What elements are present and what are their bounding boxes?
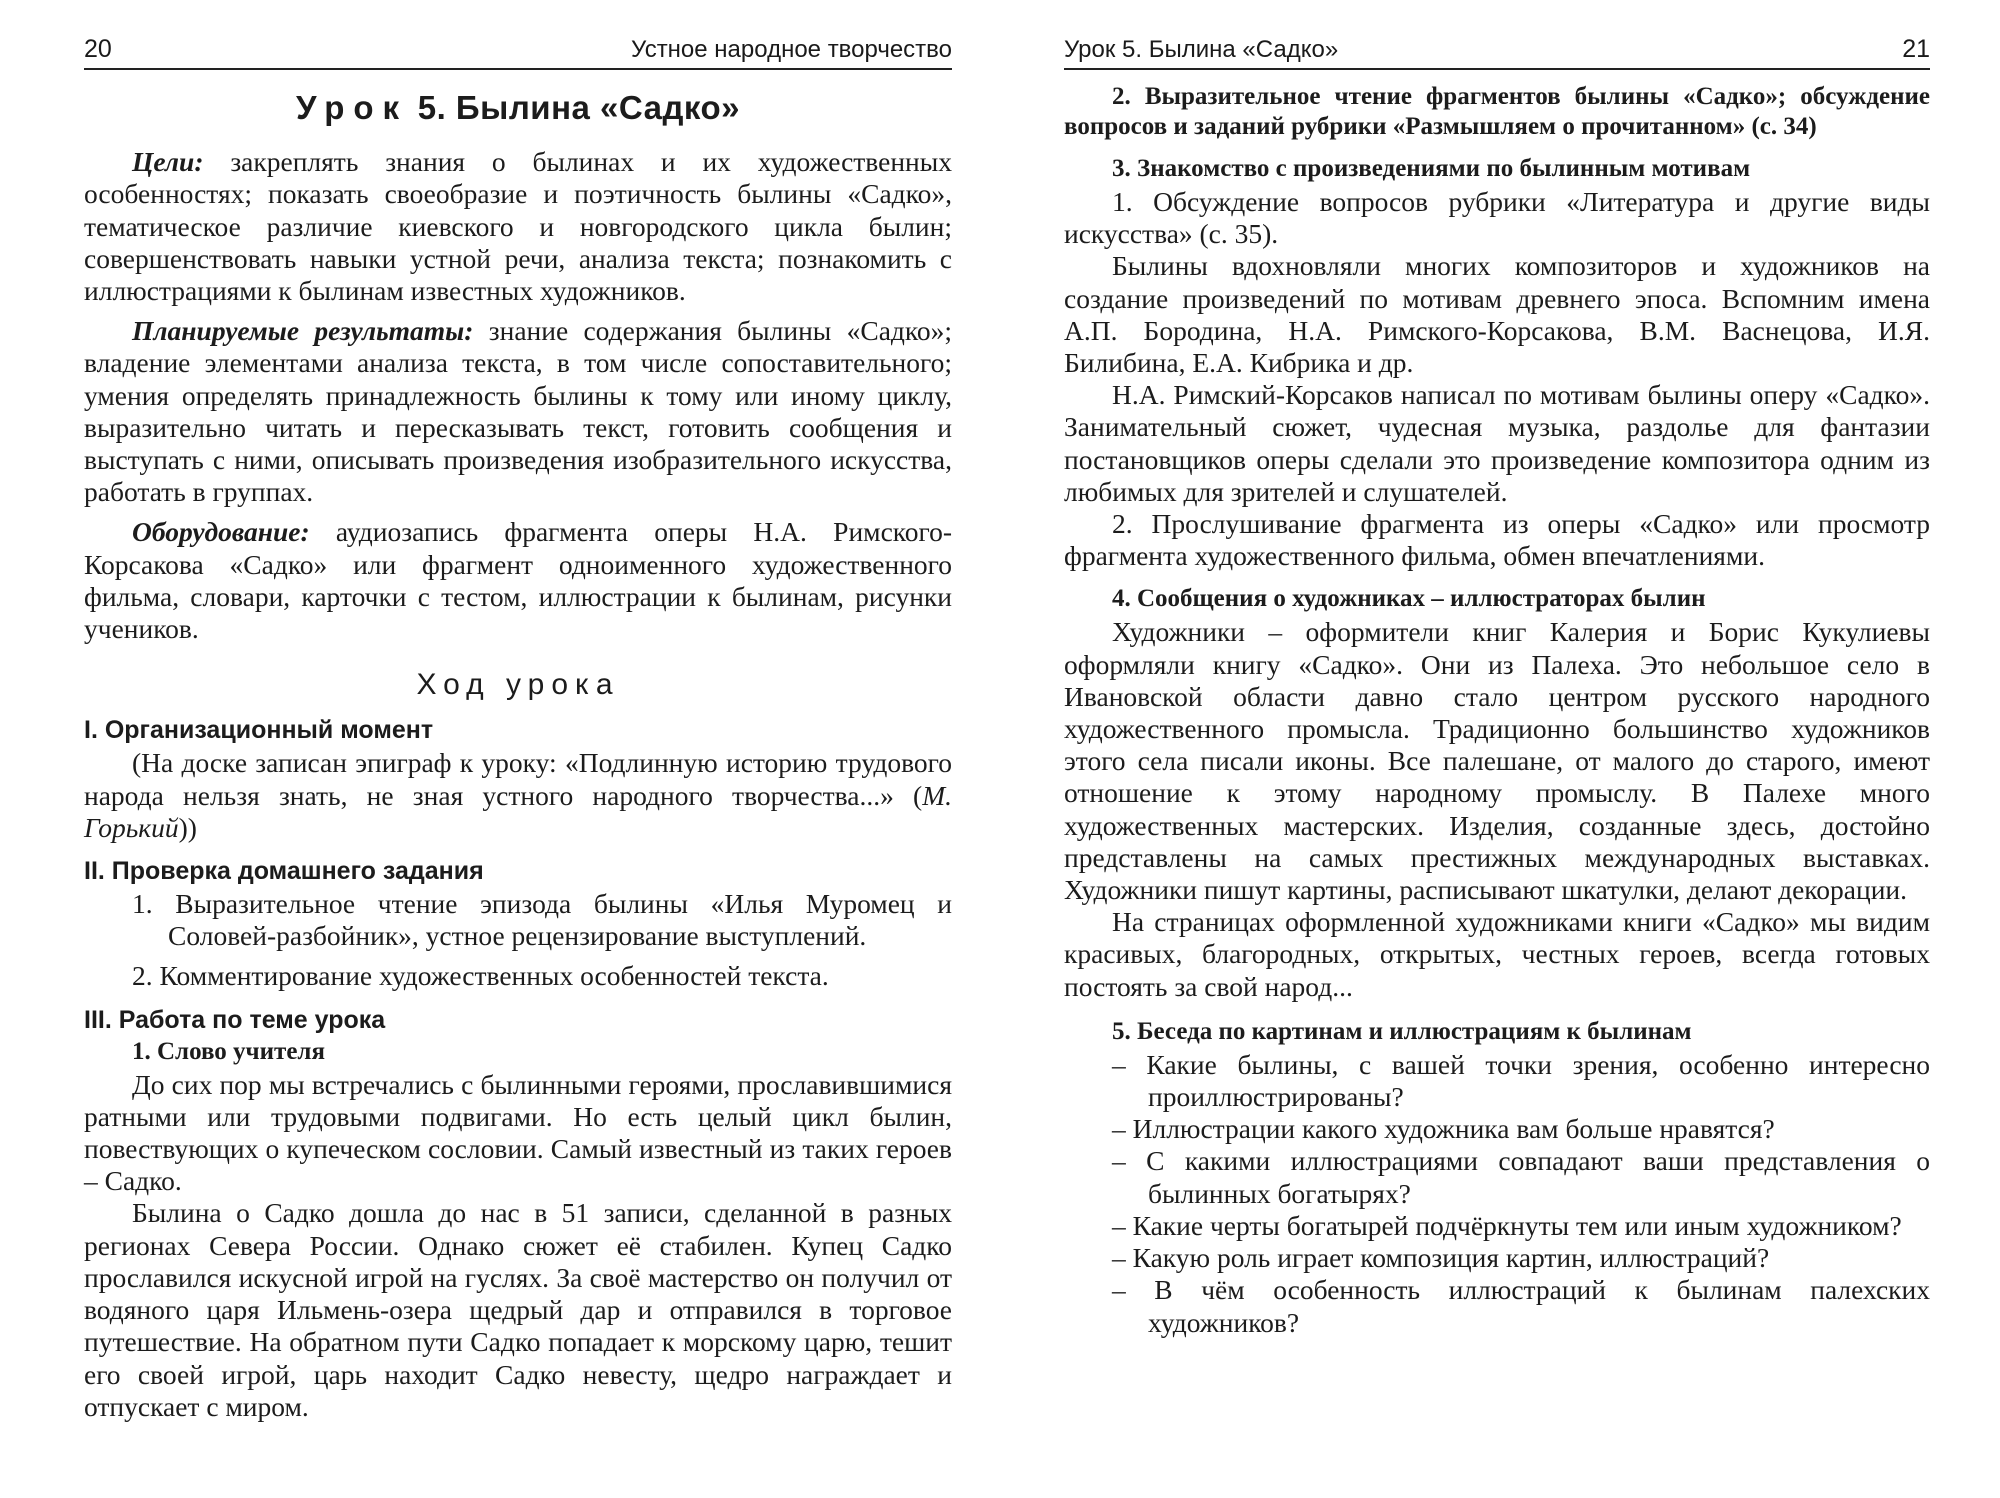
question-3: – С какими иллюстрациями совпадают ваши представления о былинных богатырях? — [1112, 1145, 1930, 1209]
right-body — [1064, 82, 1930, 1339]
right-running-head-title: Урок 5. Былина «Садко» — [1064, 36, 1339, 63]
left-running-head-title: Устное народное творчество — [631, 36, 952, 63]
item-3-paragraph-4: 2. Прослушивание фрагмента из оперы «Садко» или просмотр фрагмента художественного фильма, обмен впечатлениями. — [1064, 508, 1930, 572]
goals-text: закреплять знания о былинах и их художественных особенностях; показать своеобразие и поэтичность былины «Садко», тематическое различие киевского и новгородского цикла былин; совершенствовать навыки устной речи, анализа текста; познакомить с иллюстрациями к былинам известных художников. — [84, 146, 952, 307]
section-2-item-2: 2. Комментирование художественных особенностей текста. — [132, 960, 829, 992]
course-title: Ход урока — [416, 668, 620, 702]
teacher-paragraph-1: До сих пор мы встречались с былинными героями, прославившимися ратными или трудовыми подвигами. Но есть целый цикл былин, повествующих о купеческом сословии. Самый известный из таких героев – Садко. — [84, 1068, 952, 1197]
results-text: знание содержания былины «Садко»; владение элементами анализа текста, в том числе сопоставительного; умения определять принадлежность былины к тому или иному циклу, выразительно читать и пересказывать текст, готовить сообщения и выступать с ними, описывать произведения изобразительного искусства, работать в группах. — [84, 315, 952, 508]
item-2-title: 2. Выразительное чтение фрагментов былины «Садко»; обсуждение вопросов и заданий рубрики «Размышляем о прочитанном» (с. 34) — [1064, 83, 1930, 140]
section-2-item-1: 1. Выразительное чтение эпизода былины «Илья Муромец и Соловей-разбойник», устное рецензирование выступлений. — [132, 888, 952, 952]
item-4-paragraph-2: На страницах оформленной художниками книги «Садко» мы видим красивых, благородных, открытых, честных героев, всегда готовых постоять за свой народ... — [1064, 906, 1930, 1002]
lesson-title-rest: 5. Былина «Садко» — [408, 89, 741, 126]
left-running-head — [84, 0, 952, 70]
right-page — [1000, 0, 2000, 1498]
right-page-number: 21 — [1902, 35, 1930, 63]
section-1-text — [84, 747, 952, 844]
item-3-paragraph-3: Н.А. Римский-Корсаков написал по мотивам былины оперу «Садко». Занимательный сюжет, чудесная музыка, раздолье для фантазии постановщиков оперы сделали это произведение композитора одним из любимых для зрителей и слушателей. — [1064, 379, 1930, 507]
question-6: – В чём особенность иллюстраций к былинам палехских художников? — [1112, 1274, 1930, 1338]
equipment-text: аудиозапись фрагмента оперы Н.А. Римского-Корсакова «Садко» или фрагмент одноименного художественного фильма, словари, карточки с тестом, иллюстрации к былинам, рисунки учеников. — [84, 516, 952, 645]
equipment-paragraph — [84, 516, 952, 645]
section-1-title: I. Организационный момент — [84, 716, 434, 745]
item-3-paragraph-1: 1. Обсуждение вопросов рубрики «Литература и другие виды искусства» (с. 35). — [1064, 186, 1930, 250]
section-3-title: III. Работа по теме урока — [84, 1005, 386, 1034]
question-5: – Какую роль играет композиция картин, иллюстраций? — [1112, 1242, 1770, 1274]
lesson-title-word: Урок — [295, 89, 409, 126]
item-4-paragraph-1: Художники – оформители книг Калерия и Борис Кукулиевы оформляли книгу «Садко». Они из Палеха. Это небольшое село в Ивановской области давно стало центром русского народного художественного промысла. Традиционно большинство художников этого села писали иконы. Все палешане, от малого до старого, имеют отношение к этому народному промыслу. В Палехе много художественных мастерских. Изделия, созданные здесь, достойно представлены на самых престижных международных выставках. Художники пишут картины, расписывают шкатулки, делают декорации. — [1064, 616, 1930, 906]
item-3-title: 3. Знакомство с произведениями по былинным мотивам — [1112, 155, 1751, 182]
epigraph-text: (На доске записан эпиграф к уроку: «Подлинную историю трудового народа нельзя знать, не зная устного народного творчества...» ( — [84, 747, 952, 811]
subsection-1-title: 1. Слово учителя — [132, 1037, 325, 1065]
teacher-paragraph-2: Былина о Садко дошла до нас в 51 записи, сделанной в разных регионах Севера России. Однако сюжет её стабилен. Купец Садко прославился искусной игрой на гуслях. За своё мастерство он получил от водяного царя Ильмень-озера щедрый дар и отправился в торговое путешествие. На обратном пути Садко попадает к морскому царю, тешит его своей игрой, царь находит Садко невесту, щедро награждает и отпускает с миром. — [84, 1197, 952, 1422]
goals-label: Цели: — [132, 146, 204, 178]
left-body — [84, 89, 952, 1423]
question-1: – Какие былины, с вашей точки зрения, особенно интересно проиллюстрированы? — [1112, 1048, 1930, 1113]
results-label: Планируемые результаты: — [132, 315, 474, 347]
question-2: – Иллюстрации какого художника вам больше нравятся? — [1112, 1113, 1775, 1145]
question-4: – Какие черты богатырей подчёркнуты тем или иным художником? — [1112, 1209, 1902, 1241]
section-2-title: II. Проверка домашнего задания — [84, 857, 484, 886]
item-3-paragraph-2: Былины вдохновляли многих композиторов и художников на создание произведений по мотивам древнего эпоса. Вспомним имена А.П. Бородина, Н.А. Римского-Корсакова, В.М. Васнецова, И.Я. Билибина, Е.А. Кибрика и др. — [1064, 250, 1930, 379]
left-page-number: 20 — [84, 35, 112, 63]
epigraph-close: )) — [178, 811, 197, 843]
item-4-title: 4. Сообщения о художниках – иллюстраторах былин — [1112, 585, 1706, 613]
item-5-title: 5. Беседа по картинам и иллюстрациям к былинам — [1112, 1017, 1692, 1045]
goals-paragraph — [84, 146, 952, 307]
results-paragraph — [84, 315, 952, 508]
epigraph-author: М. Горький — [84, 779, 952, 843]
lesson-title — [84, 89, 952, 126]
right-running-head — [1064, 0, 1930, 70]
equipment-label: Оборудование: — [132, 516, 310, 548]
